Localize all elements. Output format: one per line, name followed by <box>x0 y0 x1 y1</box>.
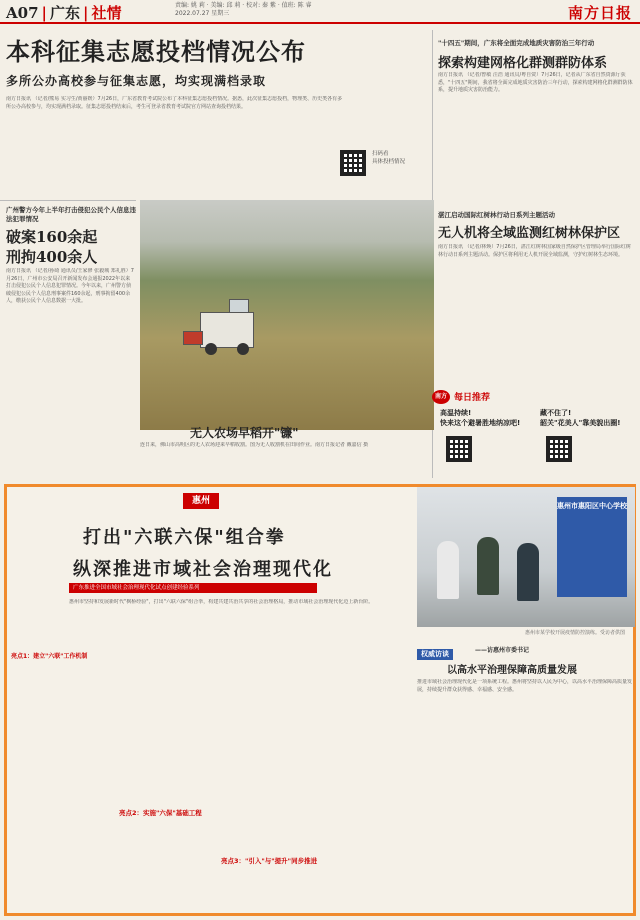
promo-1[interactable]: 高温持续! 快来这个避暑胜地纳凉吧! <box>440 409 521 427</box>
harvester-wheel <box>237 343 249 355</box>
newspaper-logo: 南方日报 <box>567 4 632 22</box>
left-title-2: 刑拘400余人 <box>6 248 98 266</box>
qr-code-icon[interactable] <box>546 436 572 462</box>
feature-intro: 惠州市坚持和发展新时代"枫桥经验"，打出"六联六保"组合拳，构建共建共治共享的社会治理格局，推动市域社会治理现代化迈上新台阶。 <box>69 599 374 605</box>
masthead-editors: 责编: 姚 莉 · 美编: 邱 莉 · 校对: 秦 紫 · 值班: 陈 睿 <box>175 2 312 9</box>
main-article-body: 南方日报讯 （记者/熊易 实习生/黄丽媛）7月26日，广东省教育考试院公布了本科征集志愿投档情况。据悉，此次征集志愿投档，物理类、历史类各有多所公办高校参与，均实现满档录取。征集志愿投档结束后，考生可登录省教育考试院官方网站查询投档结果。 <box>6 96 343 110</box>
right-mid-title: 无人机将全域监测红树林保护区 <box>438 226 621 241</box>
left-title-1: 破案160余起 <box>6 228 98 246</box>
interview-body: 推进市域社会治理现代化是一项系统工程。惠州将坚持以人民为中心，以高水平治理保障高质量发展，持续提升群众获得感、幸福感、安全感。 <box>417 679 633 693</box>
person-figure <box>437 541 459 599</box>
separator: | <box>83 4 89 22</box>
interview-section-tag: 权威访谈 <box>417 649 453 660</box>
left-kicker: 广州警方今年上半年打击侵犯公民个人信息违法犯罪情况 <box>6 206 136 223</box>
feature-region-tag: 惠州 <box>183 493 219 509</box>
right-top-body: 南方日报讯 （记者/曾敏 汪浩 通讯员/粤自资）7月26日，记者从广东省自然资源厅获悉，"十四五"期间，我省将全面完成地质灾害防治三年行动，探索构建网格化群测群防体系，提升地质灾害防治能力。 <box>438 72 633 93</box>
feature-title-line2: 纵深推进市域社会治理现代化 <box>73 559 333 580</box>
photo-title: 无人农场早稻开"镰" <box>190 426 299 440</box>
feature-subtitle-3: 亮点3："引入"与"提升"同步推进 <box>221 857 318 865</box>
right-mid-body: 南方日报讯 （记者/林焕）7月26日，湛江红树林国家级自然保护区管理局举行国际红树林行动日系列主题活动。保护区将利用无人机开展全域监测，守护红树林生态环境。 <box>438 244 631 258</box>
page-number: A07 <box>6 4 39 22</box>
harvester-wheel <box>205 343 217 355</box>
qr-code-icon[interactable] <box>446 436 472 462</box>
feature-subtitle-2: 亮点2：实施"六保"基础工程 <box>119 809 202 817</box>
harvester-cab <box>229 299 249 313</box>
right-top-kicker: "十四五"期间，广东将全面完成地质灾害防治三年行动 <box>438 39 595 47</box>
feature-title-line1: 打出"六联六保"组合拳 <box>83 527 286 548</box>
feature-section <box>4 484 636 916</box>
separator: | <box>41 4 47 22</box>
left-article-body: 南方日报讯 （记者/孙绮 通讯员/王家修 张毅城 郑礼胜）7月26日，广州市公安局召开新闻发布会通报2022年以来打击侵犯公民个人信息犯罪情况。今年以来，广州警方侦破侵犯公民个人信息刑事案件160余起，刑事拘留400余人，缴获公民个人信息数据一大批。 <box>6 268 134 304</box>
person-figure <box>517 543 539 601</box>
daily-badge: 南方 <box>432 390 450 404</box>
feature-subtitle-1: 亮点1：建立"六联"工作机制 <box>11 653 88 660</box>
section-label <box>6 2 121 23</box>
photo-caption: 连日来，佛山市高明区的无人农场迎来早稻收割。图为无人收割机在田间作业。南方日报记者 戴嘉信 摄 <box>140 442 369 448</box>
school-sign: 惠州市惠阳区中心学校 <box>557 497 627 597</box>
right-top-title: 探索构建网格化群测群防体系 <box>438 56 608 71</box>
feature-photo-caption: 惠州市某学校开展疫情防控演练。受访者供图 <box>524 630 625 636</box>
qr-code-icon[interactable] <box>340 150 366 176</box>
interview-title: 以高水平治理保障高质量发展 <box>447 665 577 676</box>
column-label: 社情 <box>91 4 122 22</box>
harvester-header <box>183 331 203 345</box>
harvester-machine <box>200 312 254 348</box>
left-divider <box>0 200 136 201</box>
interview-author: ——访惠州市委书记 <box>475 647 530 654</box>
main-headline: 本科征集志愿投档情况公布 <box>6 37 306 66</box>
masthead-date: 2022.07.27 星期三 <box>175 10 230 17</box>
harvest-photo <box>140 200 434 430</box>
feature-series-banner: 广东推进全国市域社会治理现代化试点创建经验系列 <box>69 583 317 593</box>
person-figure <box>477 537 499 595</box>
region-label: 广东 <box>49 4 80 22</box>
promo-2[interactable]: 藏不住了! 韶关"花美人"靠美貌出圈! <box>540 409 621 427</box>
main-subhead: 多所公办高校参与征集志愿，均实现满档录取 <box>6 74 267 88</box>
qr-caption: 扫码看 具体投档情况 <box>372 151 406 165</box>
right-mid-kicker: 湛江启动国际红树林行动日系列主题活动 <box>438 211 555 219</box>
masthead <box>0 0 640 24</box>
feature-photo <box>417 487 635 627</box>
daily-title: 每日推荐 <box>454 393 491 403</box>
masthead-meta <box>175 2 312 18</box>
